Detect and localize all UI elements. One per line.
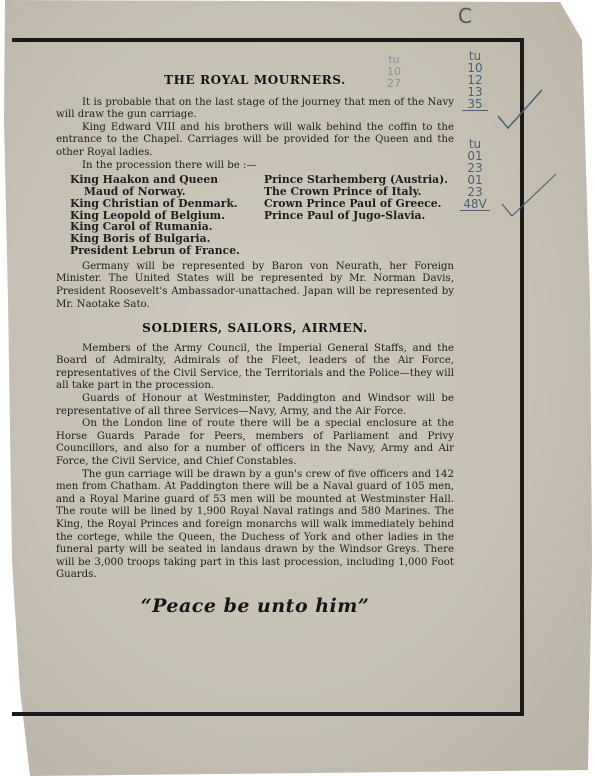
handwritten-text: tu (468, 137, 482, 151)
paragraph: It is probable that on the last stage of the journey that men of the Navy will draw the gun carriage. (56, 96, 454, 121)
paragraph: King Edward VIII and his brothers will walk behind the coffin to the entrance to the Chapel. Carriages will be provided for the Queen and the other Royal ladies. (56, 121, 454, 158)
paragraph: Members of the Army Council, the Imperial General Staffs, and the Board of Admiralty, Admirals of the Fleet, leaders of the Air Force, representatives of the Civil Service, the Territorials and the Police—they will all take part in the procession. (56, 342, 454, 392)
handwritten-text: 48V (460, 198, 490, 211)
handwritten-text: 27 (387, 77, 401, 90)
handwritten-text: 23 (467, 161, 483, 175)
section-title-royal-mourners: THE ROYAL MOURNERS. (164, 73, 346, 87)
closing-quote: “Peace be unto him” (140, 594, 370, 617)
procession-entry: The Crown Prince of Italy. (264, 184, 422, 198)
procession-entry: King Carol of Rumania. (70, 220, 213, 234)
handwritten-text: 01 (467, 173, 483, 187)
document-body (56, 73, 454, 617)
handwritten-text: 10 (387, 65, 401, 78)
paragraph: In the procession there will be :— (82, 159, 257, 171)
section-title-soldiers: SOLDIERS, SAILORS, AIRMEN. (142, 321, 368, 336)
procession-entry: Crown Prince Paul of Greece. (264, 196, 442, 210)
procession-entry: King Leopold of Belgium. (70, 208, 225, 222)
procession-entry: King Boris of Bulgaria. (70, 232, 211, 246)
procession-entry: King Haakon and Queen Maud of Norway. (70, 173, 219, 198)
paragraph-foreign-representatives: Germany will be represented by Baron von Neurath, her Foreign Minister. The United States will be represented by Mr. Norman Davis, President Roosevelt's Ambassador-unattached. Japan will be represented by Mr. Naotake Sato. (56, 260, 454, 310)
handwritten-note-group-1 (462, 50, 488, 111)
handwritten-text: 10 (467, 61, 483, 75)
checkmark-icon (496, 88, 546, 132)
paragraph: On the London line of route there will be a special enclosure at the Horse Guards Parade for Peers, members of Parliament and Privy Councillors, and also for a number of officers in the Navy, Army and Air Force, the Civil Service, and Chief Constables. (56, 418, 454, 468)
checkmark-icon (500, 170, 560, 220)
handwritten-note-group-2 (460, 138, 490, 211)
procession-entry: Prince Paul of Jugo-Slavia. (264, 208, 426, 222)
procession-list (56, 174, 454, 257)
procession-column-right (264, 174, 454, 257)
procession-column-left (56, 174, 246, 257)
procession-entry: King Christian of Denmark. (70, 196, 238, 210)
handwritten-faint-note (382, 54, 406, 90)
procession-entry: President Lebrun of France. (70, 243, 240, 257)
handwritten-text: 35 (462, 98, 488, 111)
handwritten-text: 01 (467, 149, 483, 163)
procession-entry: Prince Starhemberg (Austria). (264, 173, 449, 187)
paragraph: The gun carriage will be drawn by a gun's crew of five officers and 142 men from Chatham. At Paddington there will be a Naval guard of 105 men, and a Royal Marine guard of 53 men will be mounted at Westminster Hall. The route will be lined by 1,900 Royal Naval ratings and 580 Marines. The King, the Royal Princes and foreign monarchs will walk immediately behind the cortege, while the Queen, the Duchess of York and other ladies in the funeral party will be seated in landaus drawn by the Windsor Greys. There will be 3,000 troops taking part in this last procession, including 1,000 Foot Guards. (56, 468, 454, 581)
paragraph: Guards of Honour at Westminster, Paddington and Windsor will be representative of all three Services—Navy, Army, and the Air Force. (56, 393, 454, 417)
handwritten-text: 23 (467, 185, 483, 199)
handwritten-corner-mark: C (458, 4, 472, 28)
handwritten-text: 12 (467, 73, 483, 87)
handwritten-text: tu (388, 53, 400, 66)
handwritten-text: 13 (467, 85, 483, 99)
handwritten-text: tu (468, 49, 482, 63)
